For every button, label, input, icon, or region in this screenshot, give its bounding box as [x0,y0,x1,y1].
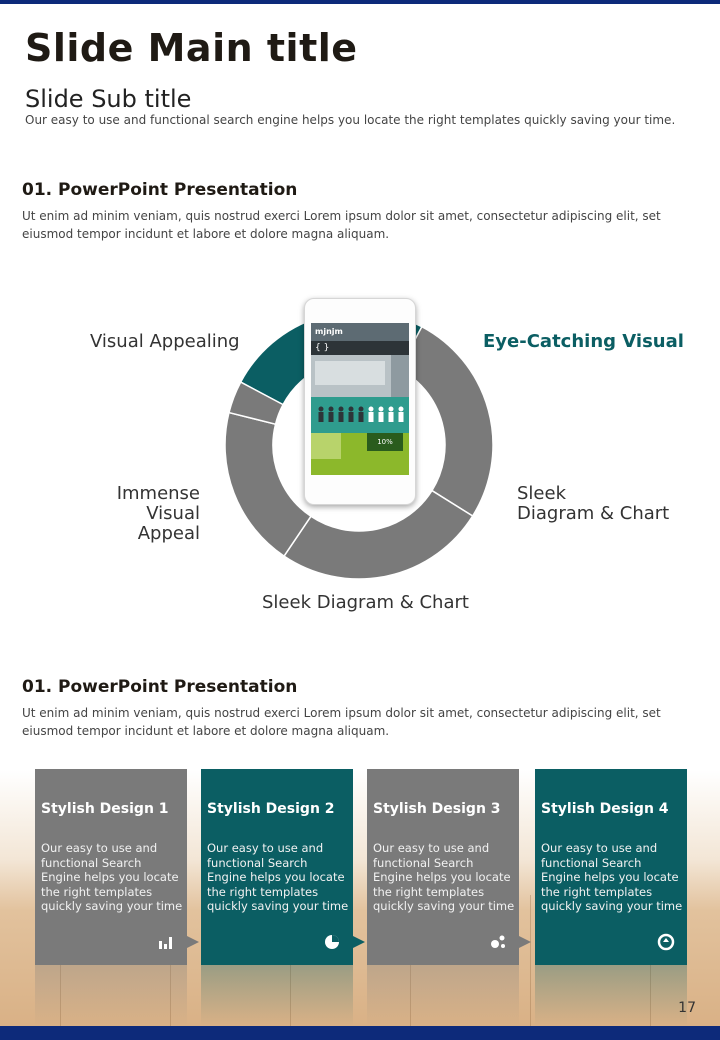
screen-people-row [311,397,409,433]
label-visual-appealing: Visual Appealing [90,331,240,352]
section2-heading: 01. PowerPoint Presentation [22,677,298,697]
screen-side-block [391,355,409,397]
people-icon-row [311,397,409,433]
card-1-arrow [187,936,199,948]
card-1 [35,769,187,965]
molecule-icon [489,933,507,951]
ring-segment-immense [225,413,311,557]
label-immense-line1: Immense [116,483,200,504]
card-text: Our easy to use and functional Search Engine helps you locate the right templates quickly saving your time [41,841,183,913]
screen-header: mjnjm [311,323,409,341]
page-title: Slide Main title [25,26,358,70]
card-2-arrow [353,936,365,948]
card-title: Stylish Design 2 [207,801,335,817]
card-2 [201,769,353,965]
screen-brace: { } [311,341,409,355]
label-sleek-line2: Diagram & Chart [517,503,670,524]
card-3 [367,769,519,965]
section1-heading: 01. PowerPoint Presentation [22,180,298,200]
card-1-reflection [35,965,187,1026]
card-text: Our easy to use and functional Search Engine helps you locate the right templates quickly saving your time [207,841,349,913]
label-immense-visual-appeal [82,484,200,544]
intro-text: Our easy to use and functional search engine helps you locate the right templates quickly saving your time. [25,113,676,127]
label-eye-catching-visual: Eye-Catching Visual [483,331,684,352]
pie-chart-icon [323,933,341,951]
screen-gray-panel [311,355,409,397]
card-text: Our easy to use and functional Search Engine helps you locate the right templates quickly saving your time [373,841,515,913]
card-4-reflection [535,965,687,1026]
bar-chart-icon [157,933,175,951]
card-title: Stylish Design 1 [41,801,169,817]
card-3-reflection [367,965,519,1026]
card-title: Stylish Design 3 [373,801,501,817]
smartphone-image [304,298,416,505]
card-4 [535,769,687,965]
screen-green-chart [311,433,409,475]
card-2-reflection [201,965,353,1026]
card-text: Our easy to use and functional Search Engine helps you locate the right templates quickly saving your time [541,841,683,913]
screen-light-block [311,433,341,459]
bottom-bar [0,1026,720,1040]
screen-text-block [315,361,385,385]
phone-screen [311,323,409,475]
label-immense-line2: Visual Appeal [137,503,200,544]
label-sleek-line1: Sleek [517,483,566,504]
top-bar [0,0,720,4]
refresh-icon [657,933,675,951]
floor-plank-line [530,895,531,1026]
page-subtitle: Slide Sub title [25,85,192,113]
card-title: Stylish Design 4 [541,801,669,817]
label-sleek-diagram-chart-right [517,484,669,524]
card-3-arrow [519,936,531,948]
section2-body: Ut enim ad minim veniam, quis nostrud exerci Lorem ipsum dolor sit amet, consectetur adipiscing elit, set eiusmod tempor incidunt et labore et dolore magna aliquam. [22,706,661,738]
screen-percent: 10% [367,433,403,451]
label-sleek-diagram-chart-bottom: Sleek Diagram & Chart [262,592,469,613]
page-number: 17 [678,1000,696,1016]
section1-body: Ut enim ad minim veniam, quis nostrud exerci Lorem ipsum dolor sit amet, consectetur adipiscing elit, set eiusmod tempor incidunt et labore et dolore magna aliquam. [22,209,661,241]
